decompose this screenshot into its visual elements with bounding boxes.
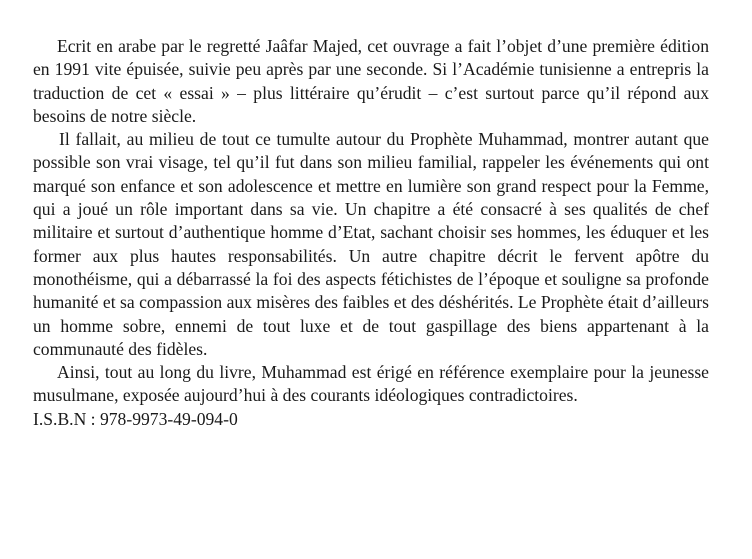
book-blurb (33, 35, 709, 431)
paragraph-summary: Il fallait, au milieu de tout ce tumulte autour du Prophète Muhammad, montrer autant que possible son vrai visage, tel qu’il fut dans son milieu familial, rappeler les événements qui ont marqué son enfance et son adolescence et mettre en lumière son grand respect pour la Femme, qui a joué un rôle important dans sa vie. Un chapitre a été consacré à ses qualités de chef militaire et surtout d’authentique homme d’Etat, sachant choisir ses hommes, les éduquer et les former aux plus hautes responsabilités. Un autre chapitre décrit le fervent apôtre du monothéisme, qui a débarrassé la foi des aspects fétichistes de l’époque et souligne sa profonde humanité et sa compassion aux misères des faibles et des déshérités. Le Prophète était d’ailleurs un homme sobre, ennemi de tout luxe et de tout gaspillage des biens appartenant à la communauté des fidèles. (33, 129, 709, 359)
paragraph-intro: Ecrit en arabe par le regretté Jaâfar Majed, cet ouvrage a fait l’objet d’une première édition en 1991 vite épuisée, suivie peu après par une seconde. Si l’Académie tunisienne a entrepris la traduction de cet « essai » – plus littéraire qu’érudit – c’est surtout parce qu’il répond aux besoins de notre siècle. (33, 36, 709, 126)
paragraph-conclusion: Ainsi, tout au long du livre, Muhammad est érigé en référence exemplaire pour la jeunesse musulmane, exposée aujourd’hui à des courants idéologiques contradictoires. (33, 362, 709, 406)
isbn-line: I.S.B.N : 978-9973-49-094-0 (33, 408, 238, 429)
